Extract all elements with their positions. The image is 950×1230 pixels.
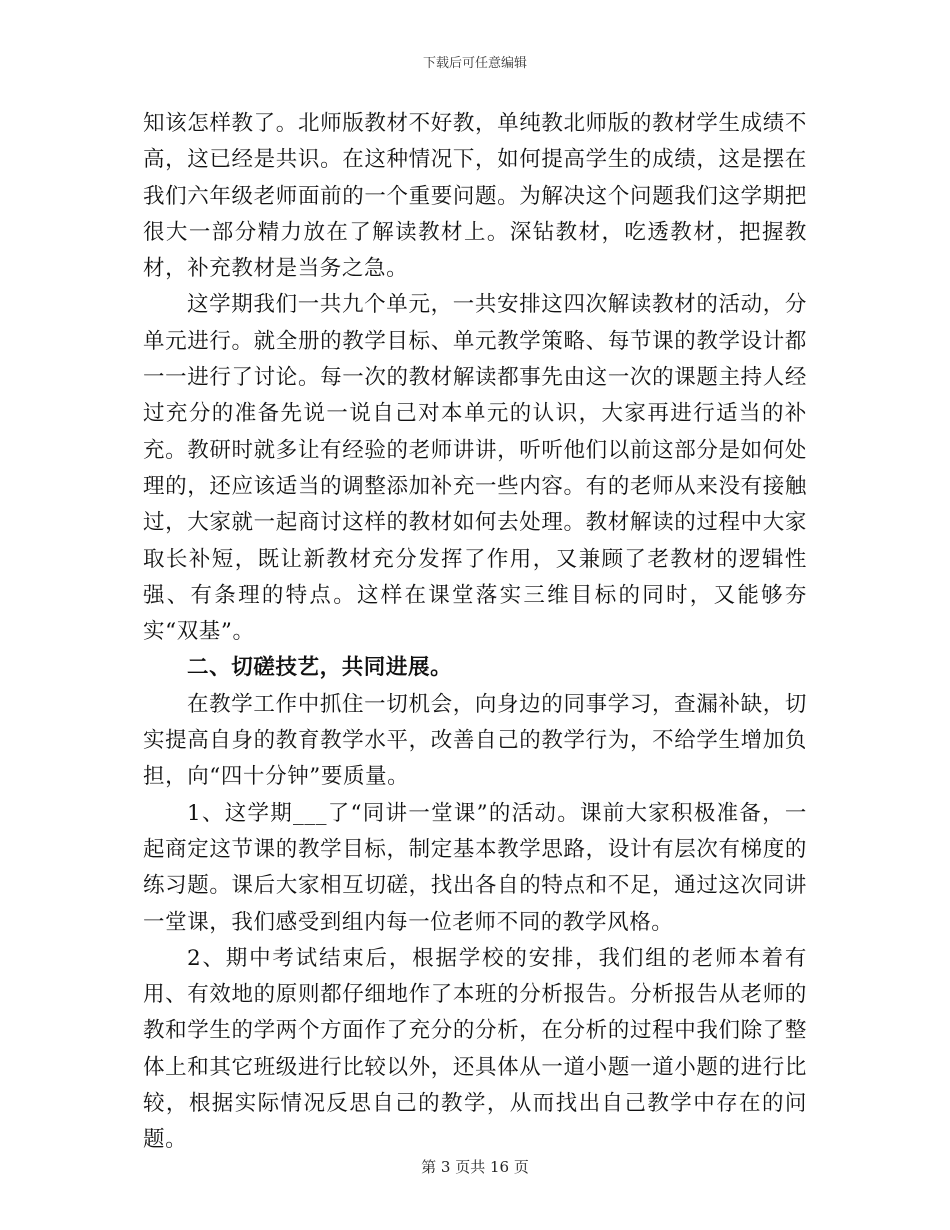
paragraph-item-2: 2、期中考试结束后，根据学校的安排，我们组的老师本着有用、有效地的原则都仔细地作了本班的分析报告。分析报告从老师的教和学生的学两个方面作了充分的分析，在分析的过程中我们除了整体上和其它班级进行比较以外，还具体从一道小题一道小题的进行比较，根据实际情况反思自己的教学，从而找出自己教学中存在的问题。 (143, 945, 807, 1153)
document-body (143, 106, 807, 1159)
page-footer: 第 3 页共 16 页 (421, 1158, 529, 1176)
page-header: 下载后可任意编辑 (422, 56, 527, 71)
section-heading: 二、切磋技艺，共同进展。 (187, 655, 453, 681)
paragraph-textbook-reading: 这学期我们一共九个单元，一共安排这四次解读教材的活动，分单元进行。就全册的教学目标、单元教学策略、每节课的教学设计都一一进行了讨论。每一次的教材解读都事先由这一次的课题主持人经过充分的准备先说一说自己对本单元的认识，大家再进行适当的补充。教研时就多让有经验的老师讲讲，听听他们以前这部分是如何处理的，还应该适当的调整添加补充一些内容。有的老师从来没有接触过，大家就一起商讨这样的教材如何去处理。教材解读的过程中大家取长补短，既让新教材充分发挥了作用，又兼顾了老教材的逻辑性强、有条理的特点。这样在课堂落实三维目标的同时，又能够夯实“双基”。 (143, 292, 807, 645)
paragraph-continuation: 知该怎样教了。北师版教材不好教，单纯教北师版的教材学生成绩不高，这已经是共识。在这种情况下，如何提高学生的成绩，这是摆在我们六年级老师面前的一个重要问题。为解决这个问题我们这学期把很大一部分精力放在了解读教材上。深钻教材，吃透教材，把握教材，补充教材是当务之急。 (143, 111, 807, 282)
paragraph-item-1: 1、这学期___了“同讲一堂课”的活动。课前大家积极准备，一起商定这节课的教学目标，制定基本教学思路，设计有层次有梯度的练习题。课后大家相互切磋，找出各自的特点和不足，通过这次同讲一堂课，我们感受到组内每一位老师不同的教学风格。 (143, 800, 807, 935)
paragraph-learning-from-colleagues: 在教学工作中抓住一切机会，向身边的同事学习，查漏补缺，切实提高自身的教育教学水平，改善自己的教学行为，不给学生增加负担，向“四十分钟”要质量。 (143, 691, 807, 790)
